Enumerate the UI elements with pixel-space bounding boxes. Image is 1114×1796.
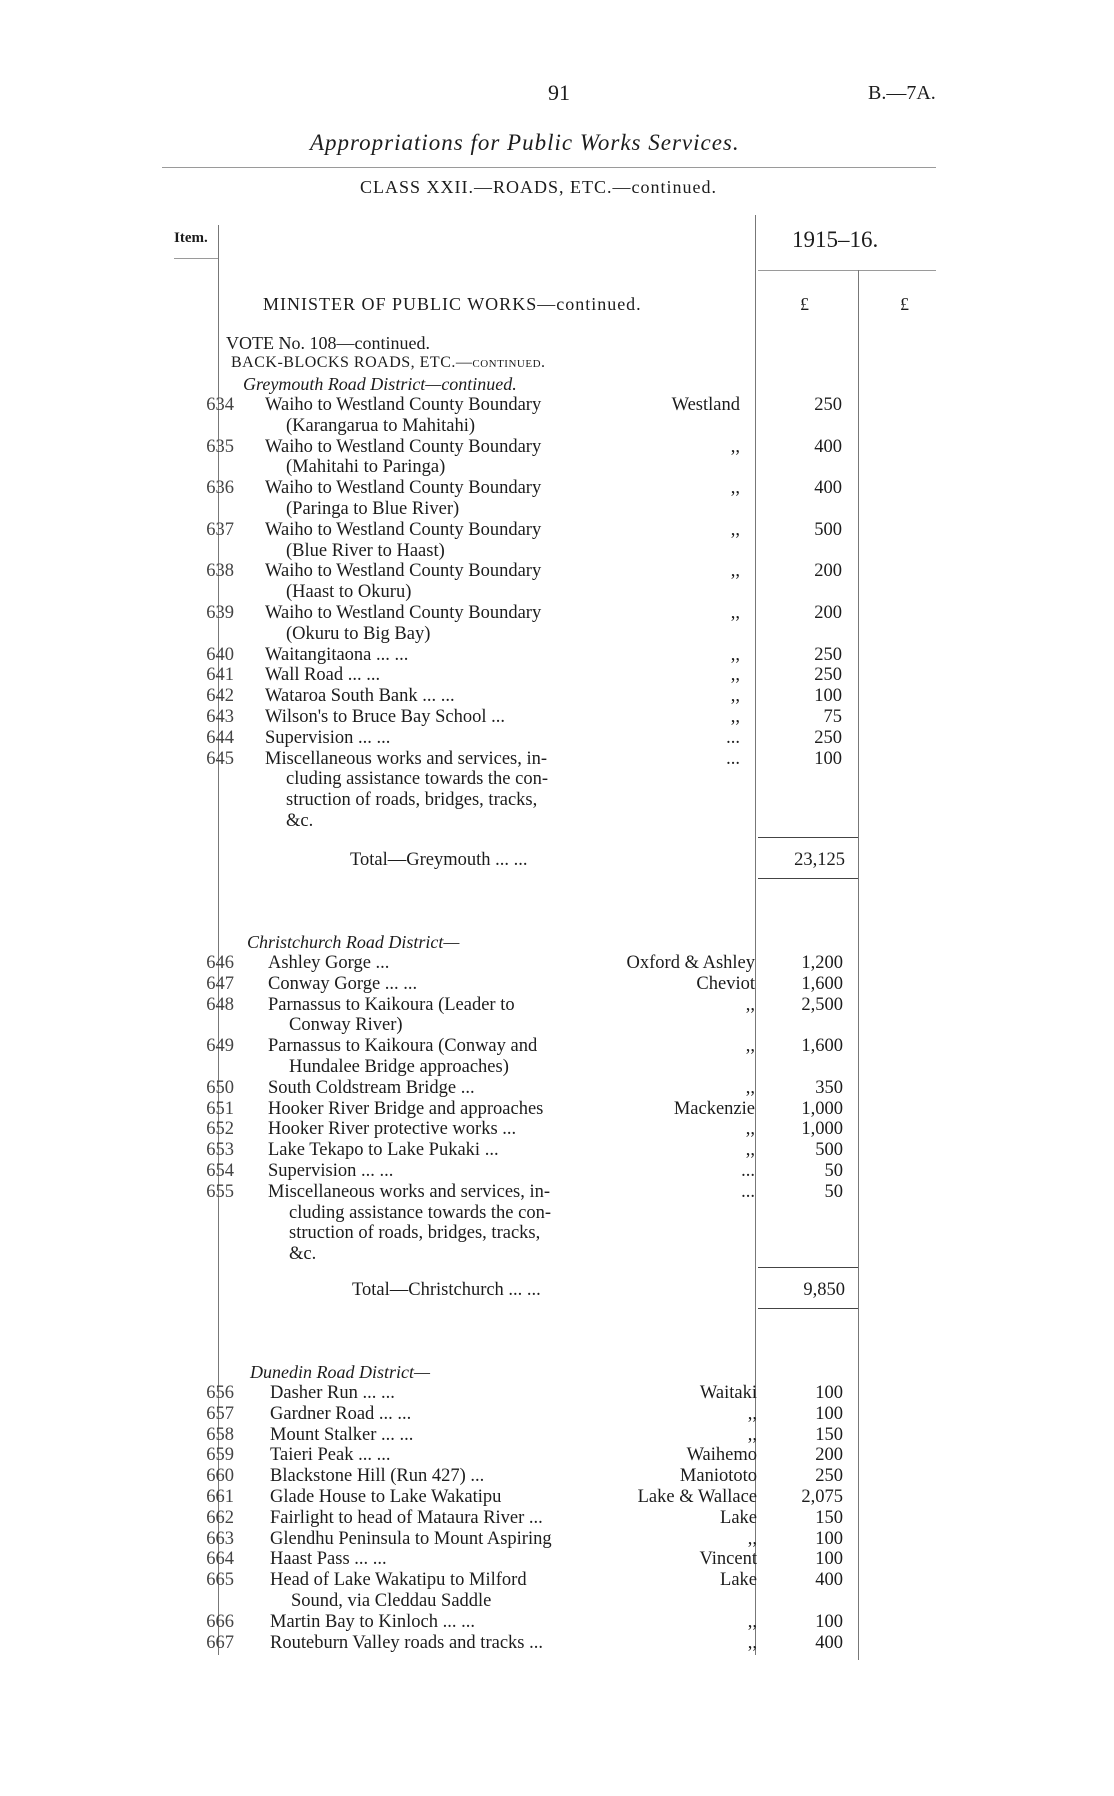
county-name: ,, (730, 436, 740, 457)
county-name: Cheviot (696, 973, 755, 994)
amount: 1,000 (801, 1098, 843, 1119)
item-description: Gardner Road ... ... (270, 1403, 412, 1424)
county-name: ,, (745, 1119, 755, 1140)
christchurch-heading: Christchurch Road District— (247, 932, 460, 952)
county-name: ... (726, 727, 740, 748)
amount: 1,000 (801, 1119, 843, 1140)
county-name: ,, (747, 1403, 757, 1424)
amount: 150 (815, 1424, 843, 1445)
item-number: 651 (206, 1098, 234, 1119)
amount: 1,600 (801, 973, 843, 994)
item-number: 646 (206, 953, 234, 973)
county-name: ,, (730, 603, 740, 623)
christchurch-total-rule-bottom (758, 1308, 858, 1309)
amount: 50 (824, 1161, 843, 1181)
amount: 2,500 (801, 994, 843, 1015)
item-description: Wall Road ... ... (265, 665, 381, 686)
document-reference: B.—7A. (868, 82, 936, 104)
item-number: 660 (206, 1466, 234, 1487)
amount: 1,600 (801, 1036, 843, 1057)
greymouth-total-rule-bottom (758, 878, 858, 879)
amount: 250 (814, 665, 842, 686)
item-description: Taieri Peak ... ... (270, 1445, 391, 1466)
county-name: ,, (730, 561, 740, 582)
item-description: Dasher Run ... ... (270, 1383, 395, 1403)
county-name: Mackenzie (673, 1098, 755, 1119)
year-header-rule (758, 270, 936, 271)
page-number: 91 (548, 80, 570, 105)
item-description: Conway Gorge ... ... (268, 973, 418, 994)
amount: 250 (814, 395, 842, 415)
item-number: 637 (206, 519, 234, 540)
item-number: 634 (206, 395, 234, 415)
item-description: Waiho to Westland County Boundary (265, 561, 542, 582)
item-description: &c. (286, 811, 314, 831)
class-heading: CLASS XXII.—ROADS, ETC.—continued. (360, 177, 717, 197)
county-name: ,, (730, 686, 740, 707)
amount: 200 (814, 603, 842, 623)
title-rule (162, 167, 936, 168)
item-description: Hooker River Bridge and approaches (268, 1098, 544, 1119)
item-description: Waiho to Westland County Boundary (265, 519, 542, 540)
item-description: Waiho to Westland County Boundary (265, 478, 542, 499)
item-number: 636 (206, 478, 234, 499)
backblocks-heading: BACK-BLOCKS ROADS, ETC.—continued. (231, 354, 546, 371)
page-title: Appropriations for Public Works Services. (310, 130, 740, 155)
item-number: 641 (206, 665, 234, 686)
county-name: ,, (730, 707, 740, 727)
amount: 100 (815, 1549, 843, 1570)
item-number: 642 (206, 686, 234, 707)
county-name: ,, (747, 1611, 757, 1632)
item-description: Waitangitaona ... ... (265, 644, 409, 665)
item-description: Waiho to Westland County Boundary (265, 603, 542, 623)
item-description: Waiho to Westland County Boundary (265, 395, 542, 415)
county-name: ,, (730, 644, 740, 665)
item-description: Miscellaneous works and services, in- (265, 748, 548, 769)
item-number: 640 (206, 644, 234, 665)
minister-heading: MINISTER OF PUBLIC WORKS—continued. (263, 294, 642, 314)
item-description: Supervision ... ... (268, 1161, 394, 1181)
amount: 150 (815, 1507, 843, 1528)
currency-symbol-2: £ (900, 294, 909, 314)
item-number: 659 (206, 1445, 234, 1466)
item-description: Haast Pass ... ... (270, 1549, 387, 1570)
greymouth-total-amount: 23,125 (794, 850, 845, 870)
item-number: 662 (206, 1507, 234, 1528)
christchurch-total-label: Total—Christchurch ... ... (352, 1280, 541, 1300)
amount: 50 (824, 1181, 843, 1202)
item-description: Glendhu Peninsula to Mount Aspiring (270, 1528, 552, 1549)
amount: 250 (815, 1466, 843, 1487)
year-column-header: 1915–16. (792, 227, 879, 252)
item-number: 667 (206, 1632, 234, 1653)
item-description: Routeburn Valley roads and tracks ... (270, 1632, 543, 1653)
amount: 100 (815, 1403, 843, 1424)
greymouth-heading: Greymouth Road District—continued. (243, 374, 517, 394)
christchurch-total-rule-top (758, 1267, 858, 1268)
item-number: 644 (206, 727, 234, 748)
item-description: Ashley Gorge ... (268, 953, 390, 973)
second-amount-column-divider (858, 270, 859, 1660)
county-name: Lake (720, 1570, 757, 1591)
county-name: Lake (720, 1507, 757, 1528)
item-description: Wataroa South Bank ... ... (265, 686, 455, 707)
greymouth-total-label: Total—Greymouth ... ... (350, 850, 528, 870)
item-number: 638 (206, 561, 234, 582)
amount: 100 (814, 748, 842, 769)
item-number: 649 (206, 1036, 234, 1057)
county-name: Lake & Wallace (637, 1487, 757, 1507)
item-description: Parnassus to Kaikoura (Conway and (268, 1036, 538, 1057)
greymouth-total-rule-top (758, 837, 858, 838)
item-description: Lake Tekapo to Lake Pukaki ... (268, 1140, 499, 1161)
county-name: Vincent (699, 1549, 757, 1570)
amount: 500 (815, 1140, 843, 1161)
county-name: ,, (730, 665, 740, 686)
county-name: ,, (747, 1424, 757, 1445)
item-description: (Karangarua to Mahitahi) (286, 415, 476, 436)
county-name: Westland (671, 395, 740, 415)
item-number: 645 (206, 748, 234, 769)
item-description: Conway River) (289, 1015, 403, 1036)
item-number: 650 (206, 1077, 234, 1098)
item-number: 656 (206, 1383, 234, 1403)
christchurch-total-amount: 9,850 (803, 1280, 845, 1300)
amount: 400 (815, 1570, 843, 1591)
amount: 1,200 (801, 953, 843, 973)
item-number: 658 (206, 1424, 234, 1445)
item-description: cluding assistance towards the con- (286, 769, 549, 790)
item-number: 655 (206, 1181, 234, 1202)
item-number: 635 (206, 436, 234, 457)
county-name: ,, (747, 1632, 757, 1653)
amount: 250 (814, 644, 842, 665)
item-description: South Coldstream Bridge ... (268, 1077, 475, 1098)
county-name: ,, (747, 1528, 757, 1549)
amount: 100 (815, 1611, 843, 1632)
item-number: 652 (206, 1119, 234, 1140)
county-name: ... (726, 748, 740, 769)
county-name: ,, (745, 1077, 755, 1098)
item-column-header: Item. (174, 230, 208, 246)
item-description: (Haast to Okuru) (286, 582, 412, 603)
item-number: 647 (206, 973, 234, 994)
item-description: Sound, via Cleddau Saddle (291, 1591, 492, 1611)
item-description: &c. (289, 1244, 317, 1265)
item-number: 648 (206, 994, 234, 1015)
item-number: 639 (206, 603, 234, 623)
item-description: Mount Stalker ... ... (270, 1424, 414, 1445)
amount: 200 (814, 561, 842, 582)
item-description: Fairlight to head of Mataura River ... (270, 1507, 543, 1528)
county-name: ,, (730, 478, 740, 499)
item-description: Blackstone Hill (Run 427) ... (270, 1466, 485, 1487)
item-description: Parnassus to Kaikoura (Leader to (268, 994, 515, 1015)
item-description: (Mahitahi to Paringa) (286, 457, 446, 478)
amount: 250 (814, 727, 842, 748)
amount: 100 (815, 1528, 843, 1549)
vote-heading: VOTE No. 108—continued. (226, 333, 430, 353)
currency-symbol-1: £ (800, 294, 809, 314)
item-description: Hooker River protective works ... (268, 1119, 517, 1140)
item-description: Supervision ... ... (265, 727, 391, 748)
amount: 500 (814, 519, 842, 540)
item-number: 643 (206, 707, 234, 727)
item-description: Martin Bay to Kinloch ... ... (270, 1611, 476, 1632)
item-description: Wilson's to Bruce Bay School ... (265, 707, 505, 727)
item-description: cluding assistance towards the con- (289, 1202, 552, 1223)
item-number: 654 (206, 1161, 234, 1181)
county-name: Waitaki (699, 1383, 757, 1403)
amount: 350 (815, 1077, 843, 1098)
item-description: (Blue River to Haast) (286, 540, 445, 561)
county-name: ,, (745, 1140, 755, 1161)
item-description: Hundalee Bridge approaches) (289, 1057, 509, 1077)
item-header-rule (174, 258, 218, 259)
item-description: struction of roads, bridges, tracks, (289, 1223, 541, 1244)
item-description: Waiho to Westland County Boundary (265, 436, 542, 457)
amount: 100 (814, 686, 842, 707)
amount: 400 (814, 436, 842, 457)
item-number: 661 (206, 1487, 234, 1507)
item-number: 657 (206, 1403, 234, 1424)
amount: 100 (815, 1383, 843, 1403)
item-description: (Paringa to Blue River) (286, 499, 460, 519)
amount: 400 (814, 478, 842, 499)
item-description: struction of roads, bridges, tracks, (286, 790, 538, 811)
dunedin-heading: Dunedin Road District— (250, 1362, 430, 1382)
item-number: 666 (206, 1611, 234, 1632)
item-description: Glade House to Lake Wakatipu (270, 1487, 502, 1507)
county-name: ,, (745, 1036, 755, 1057)
county-name: Waihemo (686, 1445, 757, 1466)
county-name: ,, (730, 519, 740, 540)
county-name: ... (741, 1181, 755, 1202)
county-name: Maniototo (679, 1466, 757, 1487)
amount: 2,075 (801, 1487, 843, 1507)
county-name: ... (741, 1161, 755, 1181)
amount: 400 (815, 1632, 843, 1653)
item-number: 665 (206, 1570, 234, 1591)
item-description: (Okuru to Big Bay) (286, 623, 431, 644)
amount: 75 (823, 707, 842, 727)
item-number: 663 (206, 1528, 234, 1549)
item-description: Head of Lake Wakatipu to Milford (270, 1570, 527, 1591)
county-name: Oxford & Ashley (626, 953, 755, 973)
county-name: ,, (745, 994, 755, 1015)
item-number: 664 (206, 1549, 234, 1570)
amount: 200 (815, 1445, 843, 1466)
item-description: Miscellaneous works and services, in- (268, 1181, 551, 1202)
item-number: 653 (206, 1140, 234, 1161)
